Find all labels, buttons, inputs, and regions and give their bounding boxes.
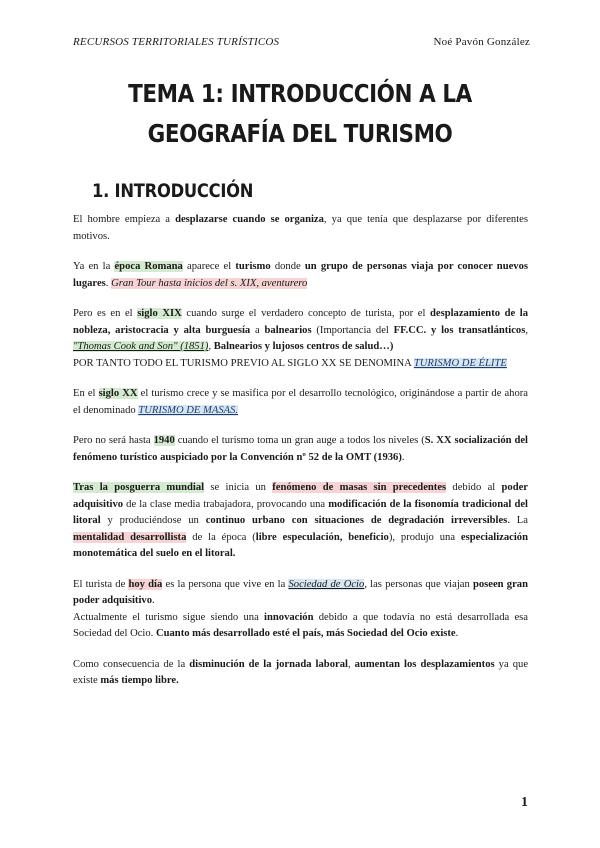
- text: Actualmente el turismo sigue siendo una: [73, 611, 265, 623]
- bold-text: Cuanto más desarrollado esté el país, más Sociedad del Ocio existe: [155, 628, 456, 639]
- text: , ya que tenía que desplazarse por diferentes motivos.: [73, 214, 529, 242]
- page-title: [42, 74, 558, 154]
- title-line-2: GEOGRAFÍA DEL TURISMO: [147, 119, 453, 148]
- page-number: 1: [521, 795, 528, 810]
- paragraph-3b: [73, 356, 528, 373]
- section-heading: 1. INTRODUCCIÓN: [92, 180, 254, 202]
- text: POR TANTO TODO EL TURISMO PREVIO AL SIGLO XX SE DENOMINA: [73, 357, 414, 369]
- header-right: Noé Pavón González: [433, 36, 530, 48]
- text: Como consecuencia de la: [73, 658, 190, 670]
- paragraph-2: [73, 259, 528, 292]
- highlight: mentalidad desarrollista: [73, 531, 187, 543]
- text: cuando el turismo toma un gran auge a todos los niveles (: [174, 435, 425, 446]
- bold-text: S. XX socialización del fenómeno turístico auspiciado por la Convención nº 52 de la OMT (1936): [73, 435, 528, 463]
- text: a: [250, 324, 265, 336]
- bold-text: continuo urbano con situaciones de degradación irreversibles: [205, 515, 508, 526]
- text: donde: [270, 261, 305, 272]
- term-link: TURISMO DE MASAS.: [138, 404, 239, 416]
- paragraph-6: [73, 480, 528, 563]
- bold-text: innovación: [264, 611, 314, 623]
- italic-highlight: Gran Tour hasta inicios del s. XIX, aventurero: [111, 277, 308, 289]
- text: Ya en la: [73, 261, 115, 272]
- text: .: [401, 451, 405, 463]
- highlight: siglo XIX: [137, 308, 182, 319]
- paragraph-3: [73, 306, 528, 356]
- bold-text: desplazarse cuando se organiza: [175, 214, 324, 225]
- italic-highlight: Sociedad de Ocio: [288, 578, 365, 590]
- text: y produciéndose un: [100, 515, 206, 526]
- bold-text: FF.CC. y los transatlánticos: [393, 324, 526, 336]
- text: , las personas que viajan: [364, 578, 473, 590]
- text: es la persona que vive en la: [162, 578, 289, 590]
- text: ya que existe: [73, 658, 529, 686]
- text: cuando surge el verdadero concepto de turista, por el: [181, 308, 430, 319]
- bold-text: desplazamiento de la nobleza, aristocracia y alta burguesía: [73, 308, 528, 336]
- text: ,: [525, 324, 529, 336]
- text: el turismo crece y se masifica por el desarrollo tecnológico, originándose a partir de ahora el denominado: [73, 388, 529, 416]
- bold-text: un grupo de personas viaja por conocer nuevos lugares: [73, 261, 529, 289]
- bold-text: disminución de la jornada laboral: [189, 658, 348, 670]
- text: .: [105, 277, 112, 289]
- paragraph-7b: [73, 610, 528, 643]
- document-body: [73, 212, 528, 690]
- text: .: [455, 628, 459, 639]
- text: ,: [347, 658, 355, 670]
- text: Pero es en el: [73, 308, 138, 319]
- text: El turista de: [73, 578, 129, 590]
- bold-text: Balnearios y lujosos centros de salud…): [213, 341, 394, 352]
- text: de la clase media trabajadora, provocando una: [123, 498, 329, 510]
- highlight: hoy día: [128, 578, 163, 590]
- text: se inicia un: [204, 482, 273, 493]
- paragraph-1: [73, 212, 528, 245]
- text: .: [152, 595, 155, 606]
- bold-text: aumentan los desplazamientos: [354, 658, 495, 670]
- bold-text: más tiempo libre.: [100, 675, 179, 686]
- bold-text: turismo: [235, 261, 271, 272]
- paragraph-5: [73, 433, 528, 466]
- highlight: Tras la posguerra mundial: [73, 482, 205, 493]
- highlight: fenómeno de masas sin precedentes: [272, 482, 447, 493]
- bold-text: libre especulación, beneficio: [255, 531, 389, 543]
- text: (Importancia del: [311, 324, 394, 336]
- highlight: 1940: [153, 435, 175, 446]
- text: aparece el: [182, 261, 236, 272]
- term-link: TURISMO DE ÉLITE: [413, 357, 507, 369]
- paragraph-7: [73, 577, 528, 610]
- text: El hombre empieza a: [73, 214, 176, 225]
- paragraph-8: [73, 657, 528, 690]
- bold-text: modificación de la fisonomía tradicional del litoral: [73, 498, 528, 526]
- text: Pero no será hasta: [73, 435, 154, 446]
- bold-text: especialización monotemática del suelo en el litoral.: [73, 531, 528, 559]
- text: ), produjo una: [388, 531, 461, 543]
- highlight: siglo XX: [98, 388, 138, 399]
- text: debido al: [446, 482, 502, 493]
- text: ,: [208, 341, 214, 352]
- header-left: RECURSOS TERRITORIALES TURÍSTICOS: [73, 36, 280, 48]
- text: debido a que todavía no está desarrollada esa Sociedad del Ocio.: [73, 611, 528, 639]
- title-line-1: TEMA 1: INTRODUCCIÓN A LA: [128, 79, 472, 108]
- text: . La: [507, 515, 528, 526]
- text: En el: [73, 388, 99, 399]
- text: de la época (: [186, 531, 256, 543]
- highlight: época Romana: [114, 261, 183, 272]
- bold-text: poseen gran poder adquisitivo: [73, 578, 528, 606]
- bold-text: poder adquisitivo: [73, 482, 528, 510]
- paragraph-4: [73, 386, 528, 419]
- italic-highlight: "Thomas Cook and Son" (1851): [73, 341, 209, 352]
- bold-text: balnearios: [264, 324, 312, 336]
